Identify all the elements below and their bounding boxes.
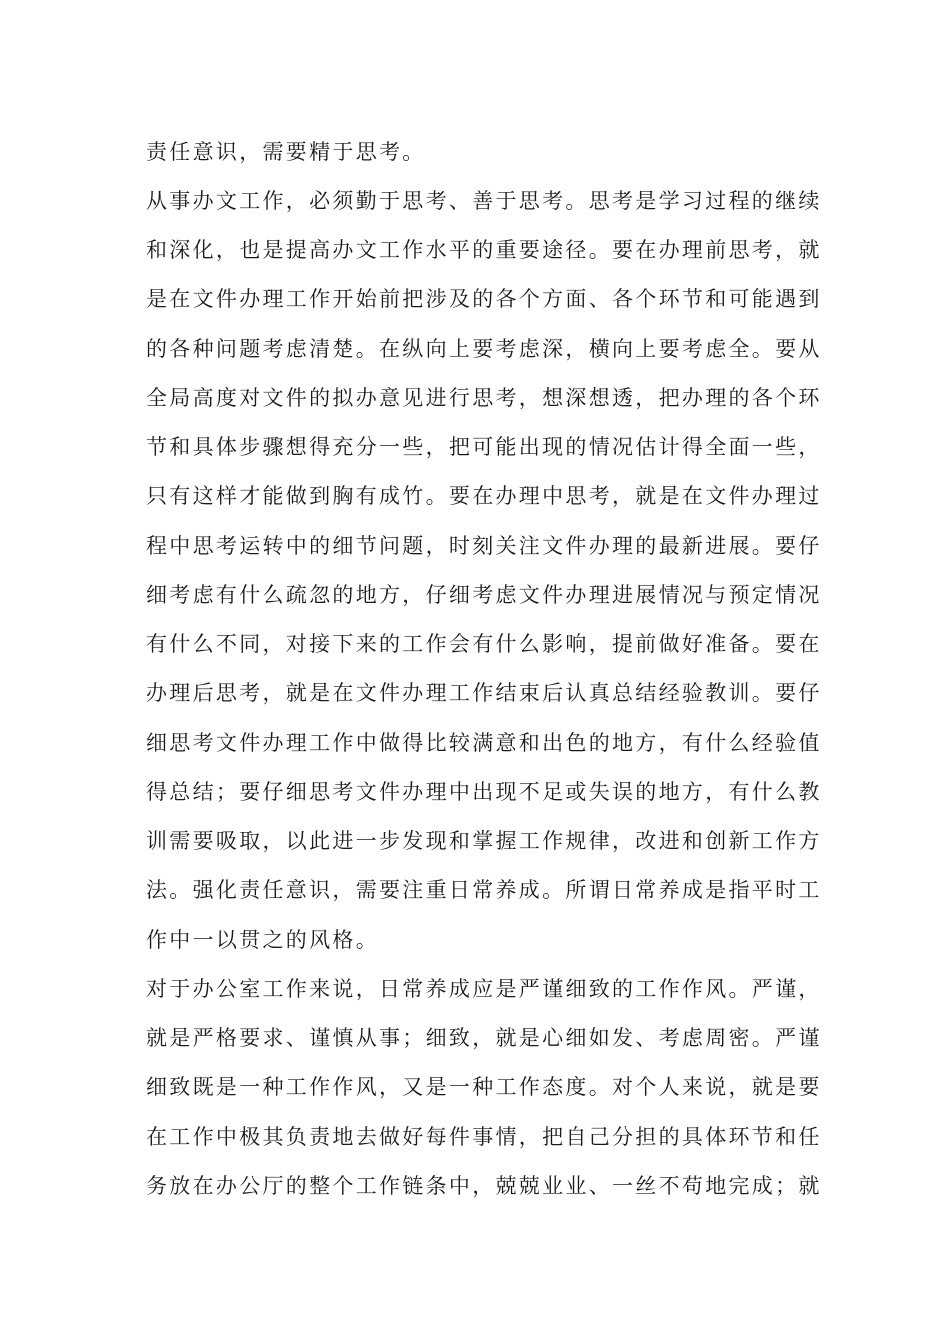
text-line: 节和具体步骤想得充分一些，把可能出现的情况估计得全面一些， xyxy=(146,435,822,459)
text-line: 得总结；要仔细思考文件办理中出现不足或失误的地方，有什么教 xyxy=(146,780,822,804)
text-line: 全局高度对文件的拟办意见进行思考，想深想透，把办理的各个环 xyxy=(146,386,822,410)
text-line: 只有这样才能做到胸有成竹。要在办理中思考，就是在文件办理过 xyxy=(146,484,822,508)
text-line: 训需要吸取，以此进一步发现和掌握工作规律，改进和创新工作方 xyxy=(146,829,822,853)
text-line: 办理后思考，就是在文件办理工作结束后认真总结经验教训。要仔 xyxy=(146,681,822,705)
text-line: 对于办公室工作来说，日常养成应是严谨细致的工作作风。严谨， xyxy=(146,977,822,1001)
text-line: 作中一以贯之的风格。 xyxy=(146,928,379,952)
text-line: 有什么不同，对接下来的工作会有什么影响，提前做好准备。要在 xyxy=(146,632,822,656)
text-line: 的各种问题考虑清楚。在纵向上要考虑深，横向上要考虑全。要从 xyxy=(146,337,822,361)
text-line: 程中思考运转中的细节问题，时刻关注文件办理的最新进展。要仔 xyxy=(146,534,822,558)
text-line: 和深化，也是提高办文工作水平的重要途径。要在办理前思考，就 xyxy=(146,238,822,262)
text-line: 在工作中极其负责地去做好每件事情，把自己分担的具体环节和任 xyxy=(146,1125,822,1149)
text-line: 法。强化责任意识，需要注重日常养成。所谓日常养成是指平时工 xyxy=(146,878,822,902)
text-line: 从事办文工作，必须勤于思考、善于思考。思考是学习过程的继续 xyxy=(146,189,822,213)
text-line: 是在文件办理工作开始前把涉及的各个方面、各个环节和可能遇到 xyxy=(146,287,822,311)
text-line: 细致既是一种工作作风，又是一种工作态度。对个人来说，就是要 xyxy=(146,1075,822,1099)
text-line: 责任意识，需要精于思考。 xyxy=(146,140,426,164)
text-line: 就是严格要求、谨慎从事；细致，就是心细如发、考虑周密。严谨 xyxy=(146,1026,822,1050)
text-line: 细思考文件办理工作中做得比较满意和出色的地方，有什么经验值 xyxy=(146,731,822,755)
text-line: 务放在办公厅的整个工作链条中，兢兢业业、一丝不苟地完成；就 xyxy=(146,1174,822,1198)
text-line: 细考虑有什么疏忽的地方，仔细考虑文件办理进展情况与预定情况 xyxy=(146,583,822,607)
